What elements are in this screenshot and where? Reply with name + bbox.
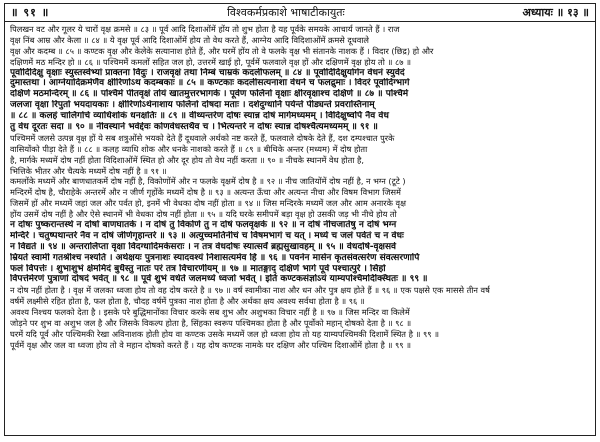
verse-line: जलजा वृक्षा रिपुतो भयदायकाः । क्षीरिणोऽर्थनाशाय फलिनो दोषदा मताः । दर्शदुग्धानि पर्यन्ते पीड्यन्ते प्रवरास्तिनाम्	[10, 100, 375, 111]
commentary-line: न दोष नहीं होता है । वृक्ष में जलका ध्वजा होय तो वह दोष करते है ॥ ९७ ॥ वर्ष स्वामीका नाश और धन और पुत्र क्षय होते हैं ॥ ९६ ॥ एक पक्षसे एक माससे तीन वर्ष	[10, 285, 490, 296]
commentary-line: पश्चिममें जलसे उत्पन्न वृक्ष हों ये सब शत्रुओंसे भयको देते हैं दूधवाले अर्थको नष्ट करते हैं, फलवाले दोषके देते हैं, दश दम्पश्चात पुरके	[10, 132, 395, 143]
chapter-label: अध्यायः ॥ १३ ॥	[522, 6, 589, 19]
commentary-line: होंय उसमें दोष नहीं है और ऐसे स्थानमें भी वेधका दोष नहीं होता ॥ ९५ ॥ यदि घरके समीपमें बड़ा वृक्ष हो उसकी जड़ भी नीचे होय तो	[10, 209, 397, 220]
verse-line: ॥ ८८ ॥ कलहं चालिगोर्च व्याधिशोकं धनक्षतिः ॥ ८९ ॥ वीथ्यन्तरेण दोषः स्यान्न दोषं मार्गमध्यमम् । विदिक्षुष्वपि नैव वेध	[10, 111, 389, 122]
verse-line: पूर्वादिदिक्षु वृक्षाः स्युस्तस्वेभ्यां प्राक्तना विदुः । राजवृक्षं तथा निम्बं चाम्रकं कदलीफलम् ॥ ८४ ॥ पूर्वादिदिक्षुयोगेन वेधनं स्युर्वेदं	[10, 67, 405, 78]
commentary-line: कमलोंके मध्यमें और बाणधातकमें दोष नहीं है, विकोणोंमें और न फलके वृक्षमें दोष है ॥ ९२ ॥ नीच जातियोंमें दोष नहीं है, न भग्न (टूटे )	[10, 176, 406, 187]
page-number: ॥ ९१ ॥	[11, 6, 50, 19]
book-title: विश्वकर्मप्रकाशे भाषाटीकायुतः	[227, 6, 345, 19]
commentary-line: वर्षमें लक्ष्मीसे रहित होता है, फल होता है, चौदह वर्षमें पुत्रका नाश होता है और अर्थका क्षय अवश्य सर्वथा होता है ॥ ९६ ॥	[10, 296, 365, 307]
page-body	[5, 22, 595, 351]
page-header	[5, 4, 595, 22]
verse-line: मन्दिरे । चतुष्पथान्तरे नैव न दोषं जीर्णगृहान्तरे ॥ ९३ ॥ अत्युच्चमतिनीचं च विषमभागं च यत् । मध्ये च जलं पर्वतं च न वेधः	[10, 230, 404, 241]
commentary-line: पिलखन वट और गूलर ये चारों वृक्ष क्रमसे ॥ ८३ ॥ पूर्व आदि दिशाओंमें होंय तो शुभ होता है यह पूर्वके समयके आचार्य जानते हैं । राज	[10, 24, 400, 34]
commentary-line: भित्तिके भीतर और चैत्यके मध्यमें दोष नहीं है ॥ ९१ ॥	[10, 165, 167, 176]
commentary-line: जिसमें हों और मध्यमें जहां जल और पर्वत हो, इनमें भी वेधका दोष नहीं होता ॥ ९४ ॥ जिस मन्दिरके मध्यमें जल और आम अनारके वृक्ष	[10, 198, 406, 209]
verse-line: न दोषः पुष्करान्तस्थे न दोषो बाणघातके । न दोषं तु विकोणे तु न दोषं फलवृक्षके ॥ ९२ ॥ न दोषं नीचजातेषु न दोषं भग्न	[10, 220, 397, 231]
commentary-line: अवश्य निश्चय फलको देता है । इसके परे बुद्धिमानोंका विचार करके सब शुभ और अशुभका विचार नहीं है ॥ ९७ ॥ जिस मन्दिर वा किलेमें	[10, 307, 410, 318]
commentary-line: वृक्ष निंब आम्र और केला ॥ ८४ ॥ ये वृक्ष पूर्व आदि दिशाओंमें होय तो वेध करते हैं, आग्नेय आदि विदिशाओंमें क्रमसे दूधवाले	[10, 34, 369, 45]
verse-line: दक्षिणे मठमन्दिरम् ॥ ८६ ॥ पश्चिमे पीतवृक्षं तोयं खातमुत्तरभागके । पूर्वेण फलिनो वृक्षाः क्षीरवृक्षाश्च दक्षिणे ॥ ८७ ॥ पश्चिमे	[10, 89, 409, 100]
book-page	[4, 3, 596, 436]
verse-line: म्रियते स्वामी गतश्रीश्च नश्यति । अर्थक्षयः पुत्रनाशः स्यादवश्यं निशासत्यमेव हि ॥ ९६ ॥ पवनेन मासेन कृतसंवत्सरेण संवत्सरणापि	[10, 252, 420, 263]
verse-line: फलं विपत्तेः । शुभाशुभं क्षेममिदं बुधैस्तु नातः परं तत्र विचारणीयम् ॥ ९७ ॥ मातङ्गाद् दक्षिणे भागे पूर्वे पश्चात्पुरे । सिंहो	[10, 263, 386, 274]
commentary-line: वासियोंको पीड़ा देते हैं ॥ ८८ ॥ कलह व्याधि शोक और धनके नाशको करते हैं ॥ ८९ ॥ बीथिके अन्तर (मध्यम) में दोष होता	[10, 143, 368, 154]
verse-line: विपत्तेर्मरणं पुत्राणां दोषदं भवेत् ॥ ९८ ॥ पूर्वे शुभं वर्धते जलमध्ये ध्वजो भवेत् । इति कण्टकसंज्ञोऽयं याम्यपश्चिमदिक्स्थितः ॥ ९९ ॥	[10, 274, 428, 285]
commentary-line: वृक्ष और कदम्ब ॥ ८५ ॥ कण्टक वृक्ष और केलेके सत्यानाश होते हैं, और घरमें होंय तो वे फलके वृक्ष भी संतानके नाशक हैं । विदार (छिद्र) हो और	[10, 45, 434, 56]
commentary-line: जोड़ने पर शुभ वा अशुभ जल है और जिसके विकल्प होता है, सिंहका स्वरूप पश्चिमका होता है और पूर्वोको महान् दोषको देता है ॥ ९८ ॥	[10, 318, 412, 329]
commentary-line: है, मार्गके मध्यमें दोष नहीं होता विदिशाओंमें स्थित हो और दूर होय तो वेध नहीं करता ॥ ९० ॥ नीचके स्थानमें वेध होता है,	[10, 154, 364, 165]
verse-line: दुमास्तथा । आग्नेयादिक्रमेणैव क्षीरिणोऽथ कदम्बकाः ॥ ८५ ॥ कण्टकाः कदलीसत्यनाशा वेधने च फलद्रुमाः । विदरं पूर्वादिग्भागे	[10, 78, 410, 89]
verse-line: तु वेध दूरतः सदा ॥ ९० ॥ नीवस्थाने भवेद्देवः कोणवेधस्तथैव च । भित्यन्तरे न दोषः स्यान्न दोषश्चैत्यमध्यमम् ॥ ९१ ॥	[10, 122, 378, 133]
commentary-line: दक्षिणमें मठ मन्दिर हो ॥ ८६ ॥ पश्चिममें कमलों सहित जल हो, उत्तरमें खाई हो, पूर्वमें फलवाले वृक्ष हों और दक्षिणमें वृक्ष होय तो ॥ ८७ ॥	[10, 56, 411, 67]
commentary-line: मन्दिरमें दोष है, चौराहेके अन्तरमें और न जीर्ण गृहोंके मध्यमें दोष है ॥ ९३ ॥ अत्यन्त ऊँचा और अत्यन्त नीचा और विषम विभाग जिसमें	[10, 187, 401, 198]
commentary-line: पूर्वमें वृक्ष और जल वा ध्वजा होय तो वे महान दोषको करते हैं । यह दोष कण्टक नामके घर दक्षिण और पश्चिम दिशाओंमें होता है ॥ ९९ ॥	[10, 339, 411, 350]
commentary-line: घरमें यदि पूर्व और पश्चिमकी रेखा अविनाशक होती होय वा कण्टक उसके मध्यमें जल हो ध्वजा होय तो यह याम्यपश्चिमकी दिशामें स्थित है ॥ ९९ ॥	[10, 328, 440, 339]
verse-line: न विद्यते ॥ ९४ ॥ अन्तरालिप्ता वृक्षा विदग्धादिमकेसराः । न तत्र वेधदोषः स्यात्सर्वं ब्रह्मसुखावहम् ॥ ९५ ॥ वेधदोषे-वृक्षसर्वे	[10, 241, 397, 252]
